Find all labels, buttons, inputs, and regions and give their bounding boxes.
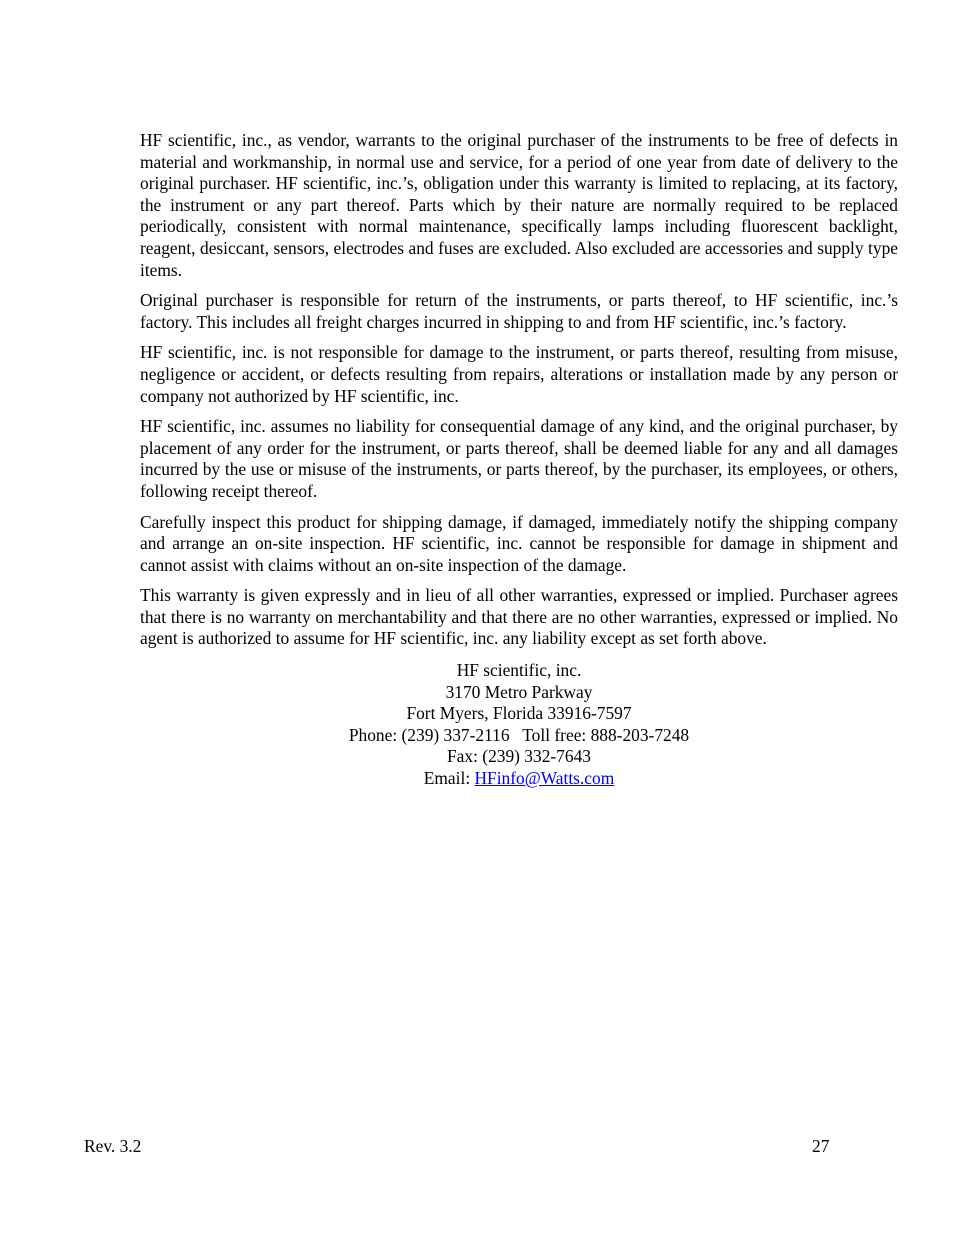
company-name: HF scientific, inc. <box>456 660 582 681</box>
page-number: 27 <box>812 1136 830 1156</box>
city-state-zip: Fort Myers, Florida 33916-7597 <box>406 703 632 724</box>
warranty-section <box>140 130 898 790</box>
warranty-paragraph-6: This warranty is given expressly and in lieu of all other warranties, expressed or implied. Purchaser agrees that there is no warranty on merchantability and that there are no other warranties, expressed or implied. No agent is authorized to assume for HF scientific, inc. any liability except as set forth above. <box>140 585 898 649</box>
warranty-paragraph-3: HF scientific, inc. is not responsible for damage to the instrument, or parts thereof, resulting from misuse, negligence or accident, or defects resulting from repairs, alterations or installation made by any person or company not authorized by HF scientific, inc. <box>140 342 898 406</box>
fax-number: Fax: (239) 332-7643 <box>447 746 591 767</box>
warranty-paragraph-4: HF scientific, inc. assumes no liability for consequential damage of any kind, and the original purchaser, by placement of any order for the instrument, or parts thereof, shall be deemed liable for any and all damages incurred by the use or misuse of the instruments, or parts thereof, by the purchaser, its employees, or others, following receipt thereof. <box>140 416 898 501</box>
revision-label: Rev. 3.2 <box>84 1136 142 1156</box>
warranty-paragraph-5: Carefully inspect this product for shipping damage, if damaged, immediately notify the shipping company and arrange an on-site inspection. HF scientific, inc. cannot be responsible for damage in shipment and cannot assist with claims without an on-site inspection of the damage. <box>140 511 898 575</box>
street-address: 3170 Metro Parkway <box>445 681 593 702</box>
email-label: Email: <box>423 768 475 789</box>
company-address-block <box>140 660 898 790</box>
warranty-paragraph-2: Original purchaser is responsible for return of the instruments, or parts thereof, to HF scientific, inc.’s factory. This includes all freight charges incurred in shipping to and from HF scientific, inc.’s factory. <box>140 290 898 332</box>
email-line <box>140 768 898 790</box>
phone-numbers: Phone: (239) 337-2116 Toll free: 888-203-7248 <box>348 724 690 745</box>
warranty-paragraph-1: HF scientific, inc., as vendor, warrants to the original purchaser of the instruments to be free of defects in material and workmanship, in normal use and service, for a period of one year from date of delivery to the original purchaser. HF scientific, inc.’s, obligation under this warranty is limited to replacing, at its factory, the instrument or any part thereof. Parts which by their nature are normally required to be replaced periodically, consistent with normal maintenance, specifically lamps including fluorescent backlight, reagent, desiccant, sensors, electrodes and fuses are excluded. Also excluded are accessories and supply type items. <box>140 130 898 280</box>
email-link[interactable]: HFinfo@Watts.com <box>474 768 615 789</box>
